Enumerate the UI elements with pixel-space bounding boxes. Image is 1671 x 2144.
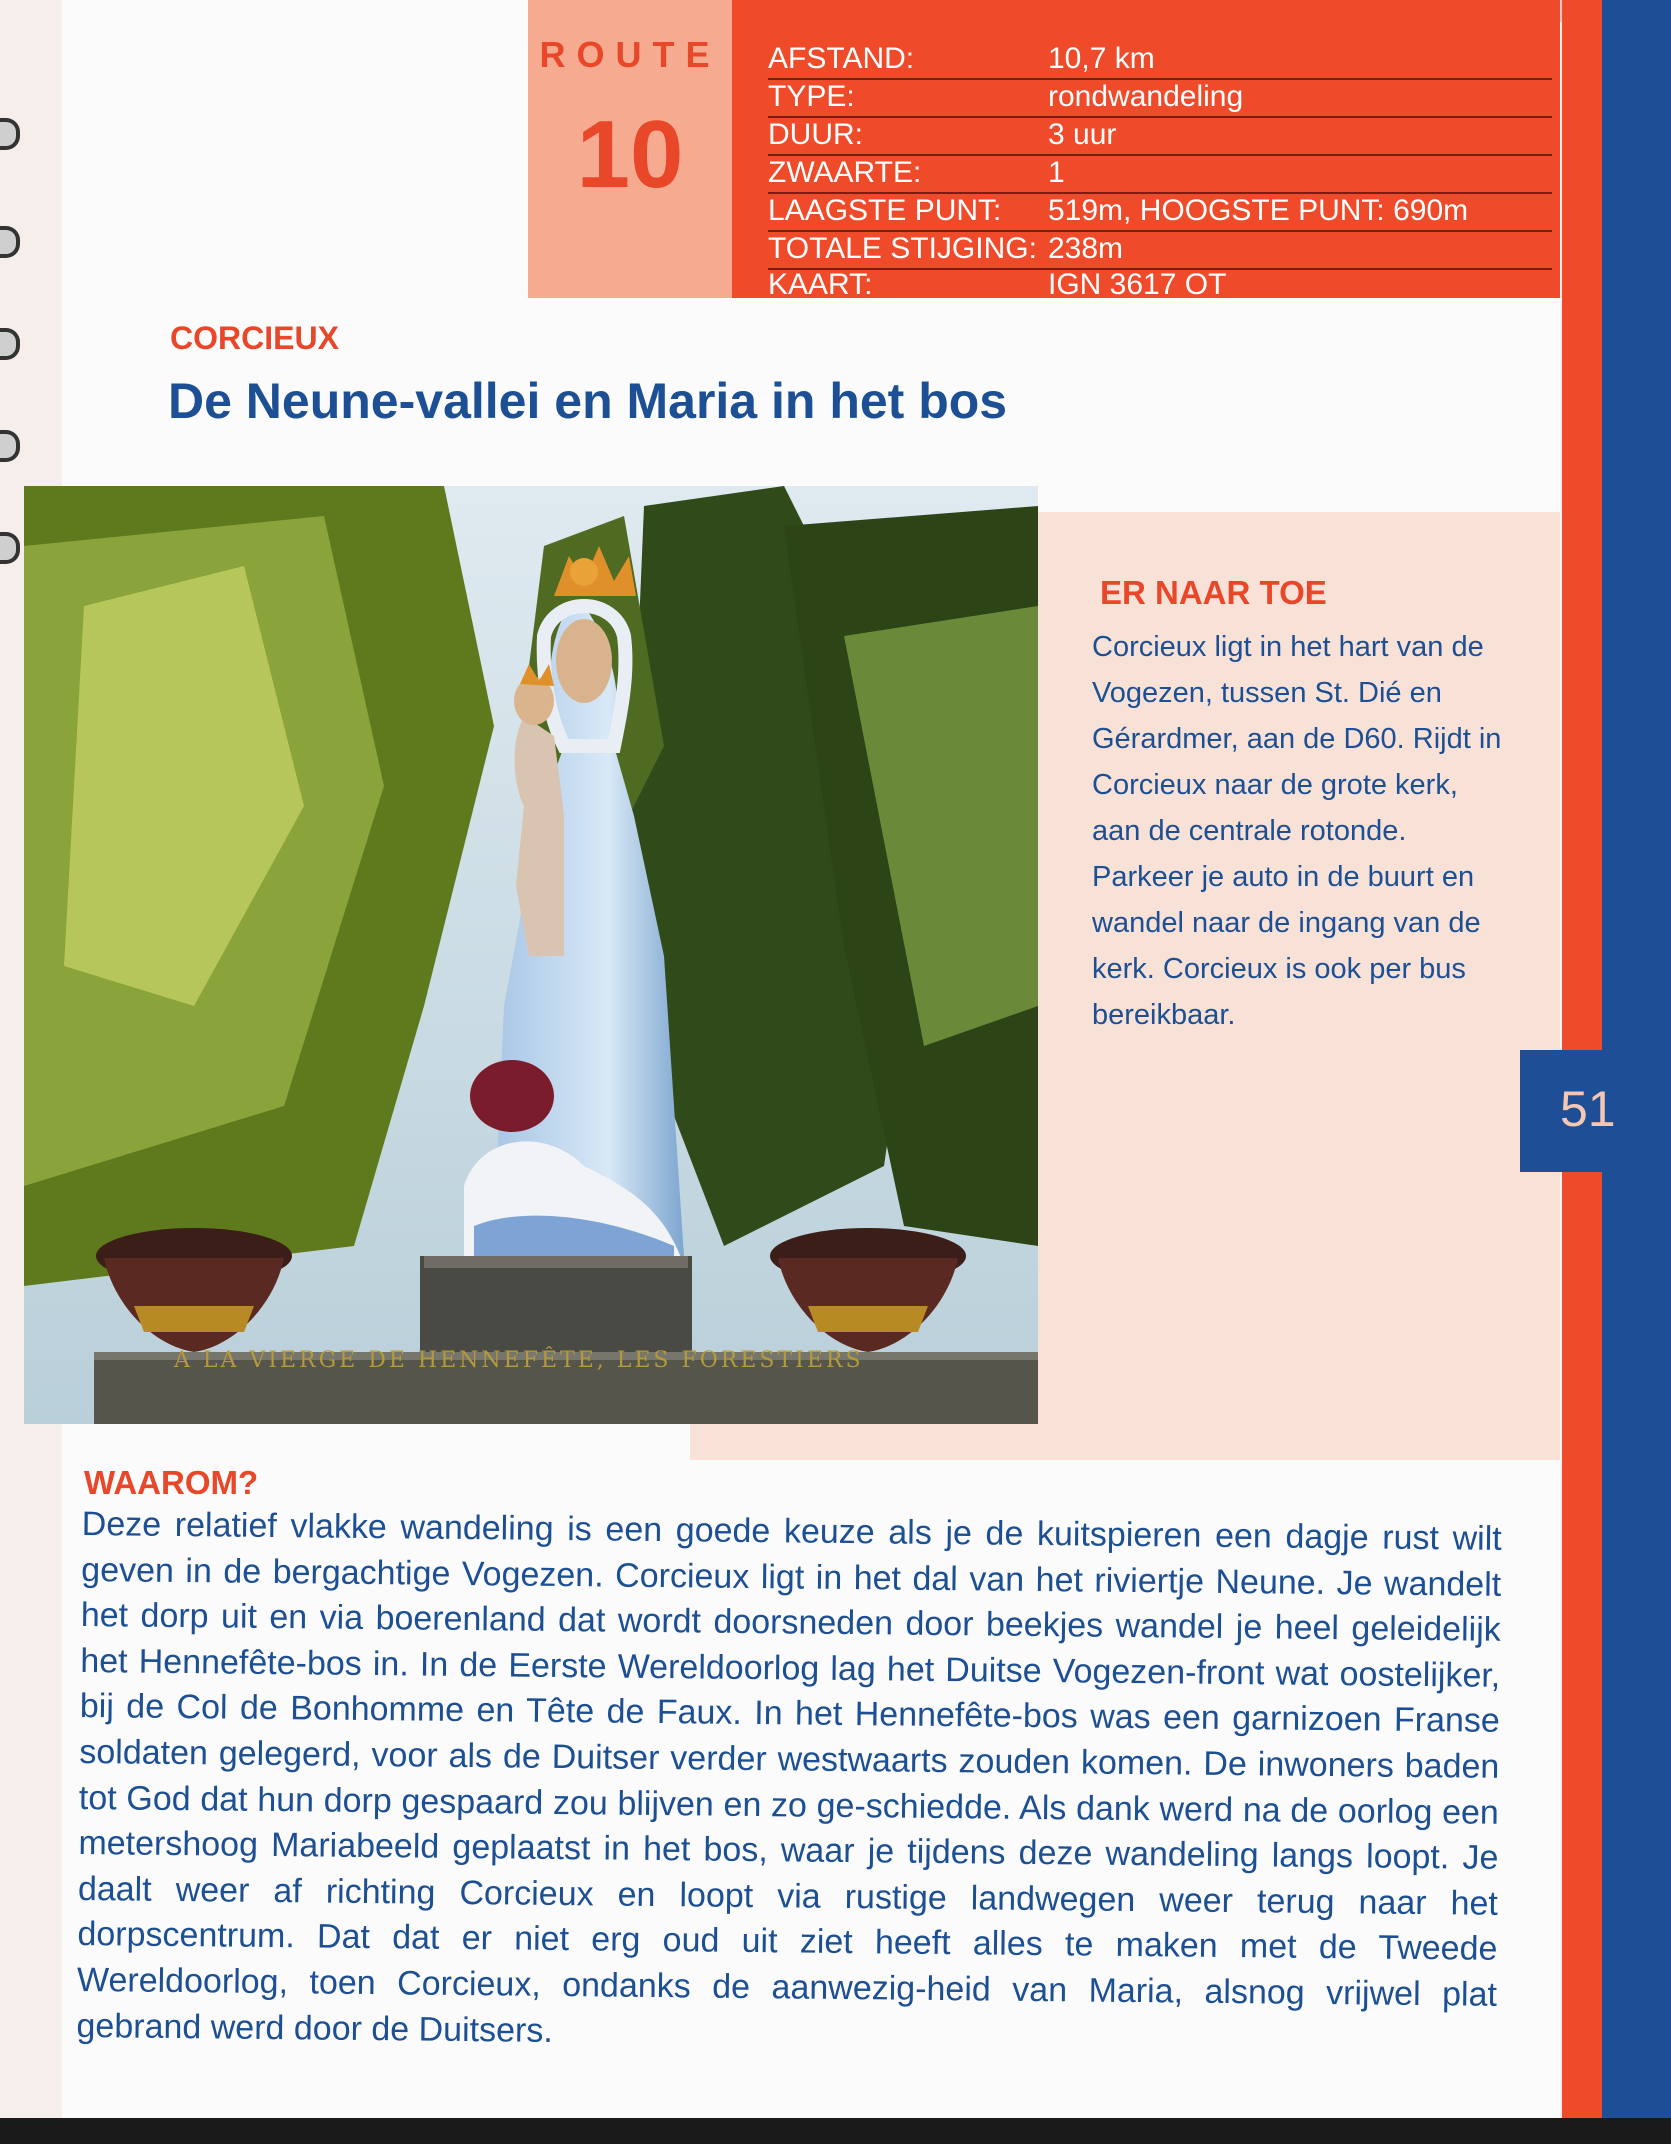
info-row-elevation bbox=[768, 192, 1552, 232]
binding-ring bbox=[0, 430, 20, 462]
info-row-duration bbox=[768, 116, 1552, 156]
info-label: DUUR: bbox=[768, 118, 863, 151]
route-number: 10 bbox=[576, 101, 684, 208]
side-text: Corcieux ligt in het hart van de Vogezen, tussen St. Dié en Gérardmer, aan de D60. Rijdt in Corcieux naar de grote kerk, aan de centrale rotonde. Parkeer je auto in de buurt en wandel naar de ingang van de kerk. Corcieux is ook per bus bereikbaar. bbox=[1092, 631, 1502, 1031]
info-value: 3 uur bbox=[1048, 118, 1117, 151]
page-number: 51 bbox=[1560, 1081, 1616, 1137]
info-label: TYPE: bbox=[768, 80, 855, 113]
route-label: ROUTE bbox=[539, 34, 721, 75]
info-value: rondwandeling bbox=[1048, 80, 1244, 113]
info-row-total-climb bbox=[768, 230, 1552, 270]
info-label: TOTALE STIJGING: bbox=[768, 232, 1037, 265]
info-label: ZWAARTE: bbox=[768, 156, 922, 189]
binding-ring bbox=[0, 226, 20, 258]
info-value: 238m bbox=[1048, 232, 1124, 265]
info-value: IGN 3617 OT bbox=[1048, 268, 1227, 301]
binding-ring bbox=[0, 328, 20, 360]
info-value: 10,7 km bbox=[1048, 42, 1155, 75]
route-info-panel bbox=[732, 0, 1560, 301]
info-row-distance bbox=[768, 40, 1552, 80]
side-heading: ER NAAR TOE bbox=[1100, 574, 1327, 611]
why-text: Deze relatief vlakke wandeling is een goede keuze als je de kuitspieren een dagje rust wilt geven in de bergachtige Vogezen. Corcieux ligt in het dal van het riviertje Neune. Je wandelt het dorp uit en via boerenland dat wordt doorsneden door beekjes wandel je heel geleidelijk het Hennefête-bos in. In de Eerste Wereldoorlog lag het Duitse Vogezen-front wat oostelijker, bij de Col de Bonhomme en Tête de Faux. In het Hennefête-bos was een garnizoen Franse soldaten gelegerd, voor als de Duitser verder westwaarts zouden komen. De inwoners baden tot God dat hun dorp gespaard zou blijven en zo ge-schiedde. Als dank werd na de oorlog een metershoog Mariabeeld geplaatst in het bos, waar je tijdens deze wandeling langs loopt. Je daalt weer af richting Corcieux en loopt via rustige landwegen weer terug naar het dorpscentrum. Dat dat er niet erg oud uit ziet heeft alles te maken met de Tweede Wereldoorlog, toen Corcieux, ondanks de aanwezig-heid van Maria, alsnog vrijwel plat gebrand werd door de Duitsers. bbox=[76, 1504, 1502, 2050]
info-value: 519m, HOOGSTE PUNT: 690m bbox=[1048, 194, 1469, 227]
scan-bottom-edge bbox=[0, 2118, 1671, 2144]
info-row-difficulty bbox=[768, 154, 1552, 194]
why-heading: WAAROM? bbox=[84, 1464, 259, 1501]
photo-illustration bbox=[24, 486, 1038, 1424]
place-name: CORCIEUX bbox=[170, 320, 339, 356]
info-row-type bbox=[768, 78, 1552, 118]
madonna-statue-photo bbox=[24, 486, 1038, 1424]
info-value: 1 bbox=[1048, 156, 1065, 189]
binding-ring bbox=[0, 532, 20, 564]
binding-ring bbox=[0, 118, 20, 150]
statue-inscription: A LA VIERGE DE HENNEFÊTE, LES FORESTIERS bbox=[174, 1348, 864, 1373]
info-row-map bbox=[768, 266, 1552, 304]
info-label: LAAGSTE PUNT: bbox=[768, 194, 1002, 227]
info-label: KAART: bbox=[768, 268, 873, 301]
page-title: De Neune-vallei en Maria in het bos bbox=[168, 373, 1008, 429]
info-label: AFSTAND: bbox=[768, 42, 915, 75]
